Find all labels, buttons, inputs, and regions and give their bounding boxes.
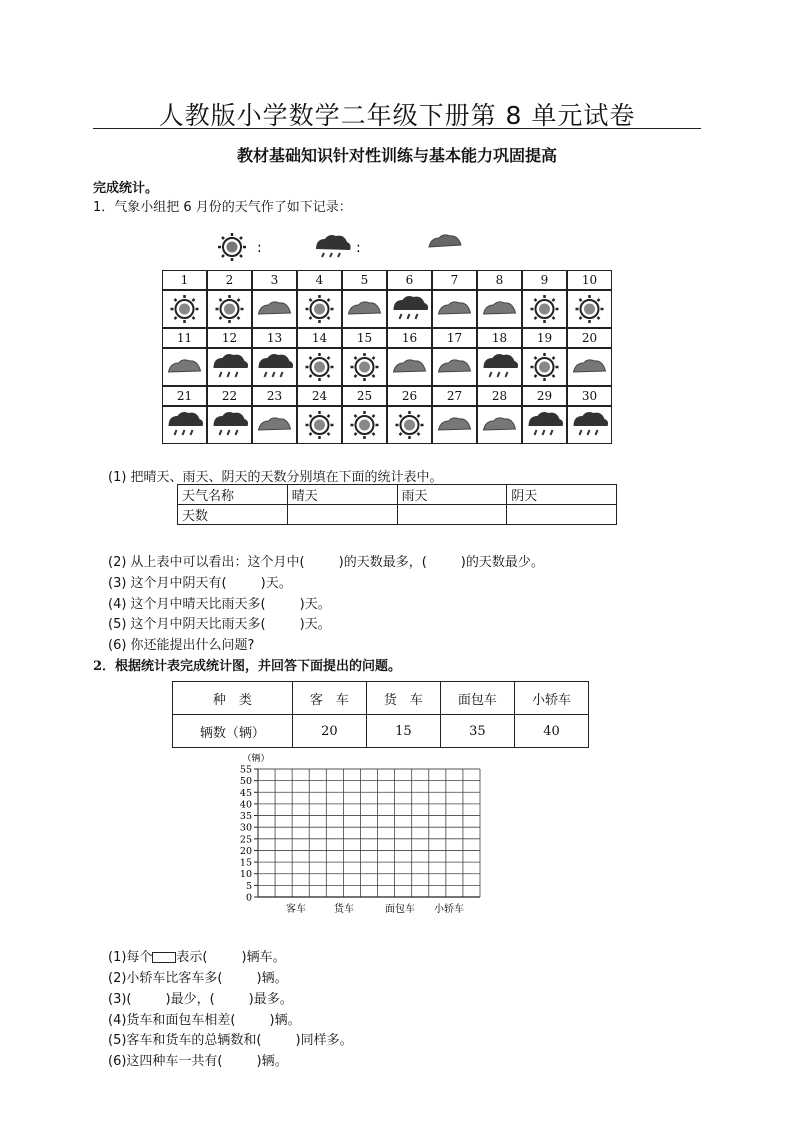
cloudy-icon bbox=[429, 235, 461, 247]
calendar-weather-cell bbox=[342, 290, 387, 328]
calendar-day-number: 25 bbox=[356, 389, 373, 403]
calendar-weather-cell bbox=[477, 348, 522, 386]
rain-icon bbox=[523, 407, 566, 443]
calendar-day-cell bbox=[567, 328, 612, 348]
sunny-icon bbox=[388, 407, 431, 443]
x-category-label: 货车 bbox=[334, 904, 354, 915]
table-cell: 35 bbox=[440, 715, 514, 748]
calendar-weather-cell bbox=[387, 406, 432, 444]
calendar-day-number: 4 bbox=[315, 273, 324, 287]
calendar-weather-cell bbox=[342, 406, 387, 444]
table-cell: 20 bbox=[292, 715, 366, 748]
sunny-icon bbox=[298, 407, 341, 443]
text: (3)( bbox=[108, 992, 132, 1007]
text: )最少，( bbox=[165, 992, 215, 1007]
calendar-day-cell bbox=[252, 270, 297, 290]
text: (5)客车和货车的总辆数和( bbox=[108, 1033, 262, 1048]
calendar-day-cell bbox=[252, 328, 297, 348]
text: )天。 bbox=[299, 597, 331, 612]
grid-cell-icon bbox=[152, 952, 176, 963]
table-header-cell: 小轿车 bbox=[514, 682, 588, 715]
y-tick-label: 30 bbox=[239, 822, 252, 834]
weather-count-table bbox=[177, 484, 617, 525]
calendar-weather-cell bbox=[567, 406, 612, 444]
table-header-cell: 晴天 bbox=[287, 485, 397, 505]
text: (2)小轿车比客车多( bbox=[108, 971, 223, 986]
calendar-day-number: 24 bbox=[311, 389, 328, 403]
calendar-weather-cell bbox=[252, 348, 297, 386]
calendar-day-number: 6 bbox=[405, 273, 414, 287]
calendar-weather-cell bbox=[297, 406, 342, 444]
calendar-day-cell bbox=[252, 386, 297, 406]
table-header-cell: 雨天 bbox=[397, 485, 507, 505]
calendar-day-number: 22 bbox=[221, 389, 238, 403]
calendar-day-cell bbox=[522, 328, 567, 348]
table-header-cell: 种 类 bbox=[173, 682, 293, 715]
calendar-day-cell bbox=[387, 270, 432, 290]
table-header-cell: 阴天 bbox=[507, 485, 617, 505]
calendar-weather-cell bbox=[522, 348, 567, 386]
text: (4)货车和面包车相差( bbox=[108, 1013, 236, 1028]
calendar-day-number: 18 bbox=[491, 331, 508, 345]
sunny-icon bbox=[568, 291, 611, 327]
calendar-day-cell bbox=[387, 386, 432, 406]
cloudy-icon bbox=[433, 407, 476, 443]
vehicle-bar-chart[interactable] bbox=[230, 750, 490, 920]
weather-calendar bbox=[162, 270, 612, 446]
calendar-weather-cell bbox=[567, 290, 612, 328]
calendar-day-number: 9 bbox=[540, 273, 549, 287]
calendar-day-cell bbox=[342, 386, 387, 406]
calendar-weather-cell bbox=[207, 348, 252, 386]
text: (2) 从上表中可以看出：这个月中( bbox=[108, 555, 305, 570]
section-heading: 完成统计。 bbox=[93, 181, 159, 196]
y-tick-label: 45 bbox=[239, 787, 252, 799]
calendar-weather-cell bbox=[162, 348, 207, 386]
x-category-label: 面包车 bbox=[385, 904, 415, 915]
y-tick-label: 0 bbox=[245, 892, 252, 904]
y-tick-label: 15 bbox=[239, 857, 252, 869]
legend-colon: : bbox=[356, 240, 361, 256]
sunny-icon bbox=[523, 291, 566, 327]
calendar-weather-cell bbox=[207, 406, 252, 444]
calendar-weather-cell bbox=[297, 348, 342, 386]
text: )天。 bbox=[299, 617, 331, 632]
cloudy-icon bbox=[433, 349, 476, 385]
calendar-day-cell bbox=[297, 386, 342, 406]
cloudy-icon bbox=[388, 349, 431, 385]
calendar-day-number: 30 bbox=[581, 389, 598, 403]
calendar-day-cell bbox=[522, 270, 567, 290]
calendar-day-cell bbox=[162, 386, 207, 406]
text: (5) 这个月中阴天比雨天多( bbox=[108, 617, 266, 632]
calendar-day-cell bbox=[432, 270, 477, 290]
y-tick-label: 5 bbox=[245, 880, 252, 892]
calendar-day-number: 29 bbox=[536, 389, 553, 403]
calendar-weather-cell bbox=[432, 290, 477, 328]
calendar-weather-cell bbox=[162, 290, 207, 328]
sunny-icon bbox=[343, 407, 386, 443]
text: )辆车。 bbox=[241, 950, 286, 965]
calendar-weather-cell bbox=[477, 290, 522, 328]
calendar-weather-cell bbox=[297, 290, 342, 328]
cloudy-icon bbox=[433, 291, 476, 327]
legend-colon: : bbox=[257, 240, 262, 256]
rain-icon bbox=[163, 407, 206, 443]
calendar-weather-cell bbox=[522, 406, 567, 444]
calendar-weather-cell bbox=[342, 348, 387, 386]
vehicle-table bbox=[172, 681, 589, 748]
calendar-day-cell bbox=[567, 386, 612, 406]
calendar-day-cell bbox=[432, 328, 477, 348]
rain-icon bbox=[253, 349, 296, 385]
calendar-day-cell bbox=[207, 386, 252, 406]
q1-sub3 bbox=[108, 572, 292, 591]
calendar-day-number: 3 bbox=[270, 273, 279, 287]
table-cell: 40 bbox=[514, 715, 588, 748]
calendar-day-cell bbox=[567, 270, 612, 290]
table-cell: 15 bbox=[366, 715, 440, 748]
cloudy-icon bbox=[343, 291, 386, 327]
q1-sub4 bbox=[108, 593, 331, 612]
calendar-weather-cell bbox=[162, 406, 207, 444]
calendar-day-number: 1 bbox=[180, 273, 189, 287]
calendar-day-cell bbox=[477, 270, 522, 290]
q1-sub6: (6) 你还能提出什么问题? bbox=[108, 638, 255, 653]
calendar-day-cell bbox=[342, 328, 387, 348]
calendar-day-number: 23 bbox=[266, 389, 283, 403]
calendar-day-number: 15 bbox=[356, 331, 373, 345]
text: )辆。 bbox=[256, 971, 288, 986]
calendar-day-number: 16 bbox=[401, 331, 418, 345]
calendar-weather-cell bbox=[522, 290, 567, 328]
calendar-weather-cell bbox=[567, 348, 612, 386]
q2-s1 bbox=[108, 946, 286, 965]
answer-cell-rainy[interactable] bbox=[397, 505, 507, 525]
text: )辆。 bbox=[256, 1054, 288, 1069]
calendar-day-number: 27 bbox=[446, 389, 463, 403]
text: (3) 这个月中阴天有( bbox=[108, 576, 227, 591]
rain-icon bbox=[478, 349, 521, 385]
calendar-day-number: 20 bbox=[581, 331, 598, 345]
x-category-label: 客车 bbox=[286, 904, 306, 915]
calendar-day-cell bbox=[342, 270, 387, 290]
calendar-day-number: 26 bbox=[401, 389, 418, 403]
sunny-icon bbox=[523, 349, 566, 385]
y-tick-label: 35 bbox=[239, 811, 252, 823]
answer-cell-sunny[interactable] bbox=[287, 505, 397, 525]
q2-s6 bbox=[108, 1050, 288, 1069]
y-tick-label: 10 bbox=[239, 869, 252, 881]
calendar-day-number: 11 bbox=[176, 331, 193, 345]
page-subtitle: 教材基础知识针对性训练与基本能力巩固提高 bbox=[236, 146, 557, 165]
calendar-day-number: 14 bbox=[311, 331, 328, 345]
table-header-cell: 天气名称 bbox=[178, 485, 288, 505]
table-header-cell: 客 车 bbox=[292, 682, 366, 715]
rain-icon bbox=[388, 291, 431, 327]
cloudy-icon bbox=[478, 291, 521, 327]
weather-legend bbox=[205, 230, 505, 264]
calendar-day-cell bbox=[207, 328, 252, 348]
rain-icon bbox=[568, 407, 611, 443]
text: 表示( bbox=[176, 950, 208, 965]
calendar-day-cell bbox=[162, 328, 207, 348]
calendar-day-number: 21 bbox=[176, 389, 193, 403]
calendar-day-number: 17 bbox=[446, 331, 463, 345]
calendar-day-cell bbox=[432, 386, 477, 406]
calendar-weather-cell bbox=[252, 290, 297, 328]
page-title: 人教版小学数学二年级下册第 8 单元试卷 bbox=[158, 101, 636, 130]
text: )辆。 bbox=[269, 1013, 301, 1028]
q1-sub5 bbox=[108, 613, 331, 632]
calendar-weather-cell bbox=[432, 348, 477, 386]
table-header-cell: 货 车 bbox=[366, 682, 440, 715]
q2-prompt: 2．根据统计表完成统计图，并回答下面提出的问题。 bbox=[93, 659, 402, 674]
text: )的天数最多，( bbox=[338, 555, 427, 570]
text: (6)这四种车一共有( bbox=[108, 1054, 223, 1069]
title-rule bbox=[93, 128, 701, 129]
q1-sub1: (1) 把晴天、雨天、阴天的天数分别填在下面的统计表中。 bbox=[108, 470, 443, 485]
table-row-label: 辆数（辆） bbox=[173, 715, 293, 748]
text: )最多。 bbox=[248, 992, 293, 1007]
calendar-day-cell bbox=[477, 328, 522, 348]
calendar-day-number: 7 bbox=[450, 273, 459, 287]
calendar-day-cell bbox=[387, 328, 432, 348]
calendar-day-cell bbox=[207, 270, 252, 290]
answer-cell-cloudy[interactable] bbox=[507, 505, 617, 525]
rain-icon bbox=[316, 235, 351, 257]
calendar-day-number: 10 bbox=[581, 273, 598, 287]
calendar-weather-cell bbox=[252, 406, 297, 444]
table-row-label: 天数 bbox=[178, 505, 288, 525]
calendar-weather-cell bbox=[477, 406, 522, 444]
sunny-icon bbox=[298, 291, 341, 327]
sunny-icon bbox=[343, 349, 386, 385]
q1-prompt: 1．气象小组把 6 月份的天气作了如下记录： bbox=[93, 200, 352, 215]
table-header-cell: 面包车 bbox=[440, 682, 514, 715]
y-tick-label: 20 bbox=[239, 845, 252, 857]
q2-s4 bbox=[108, 1009, 301, 1028]
calendar-day-cell bbox=[297, 270, 342, 290]
calendar-day-cell bbox=[162, 270, 207, 290]
rain-icon bbox=[208, 407, 251, 443]
calendar-day-cell bbox=[297, 328, 342, 348]
text: )的天数最少。 bbox=[460, 555, 544, 570]
cloudy-icon bbox=[253, 407, 296, 443]
calendar-weather-cell bbox=[432, 406, 477, 444]
y-tick-label: 50 bbox=[239, 776, 252, 788]
q1-sub2 bbox=[108, 551, 544, 570]
rain-icon bbox=[208, 349, 251, 385]
cloudy-icon bbox=[478, 407, 521, 443]
calendar-day-number: 12 bbox=[221, 331, 238, 345]
calendar-weather-cell bbox=[387, 348, 432, 386]
q2-s5 bbox=[108, 1029, 353, 1048]
x-category-label: 小轿车 bbox=[434, 904, 464, 915]
cloudy-icon bbox=[568, 349, 611, 385]
calendar-weather-cell bbox=[387, 290, 432, 328]
sunny-icon bbox=[163, 291, 206, 327]
calendar-day-number: 28 bbox=[491, 389, 508, 403]
sunny-icon bbox=[218, 233, 246, 261]
cloudy-icon bbox=[253, 291, 296, 327]
text: (1)每个 bbox=[108, 950, 153, 965]
calendar-day-cell bbox=[477, 386, 522, 406]
text: )同样多。 bbox=[295, 1033, 353, 1048]
calendar-day-number: 13 bbox=[266, 331, 283, 345]
text: (4) 这个月中晴天比雨天多( bbox=[108, 597, 266, 612]
y-axis-label: （辆） bbox=[242, 754, 270, 764]
y-tick-label: 40 bbox=[239, 799, 252, 811]
calendar-weather-cell bbox=[207, 290, 252, 328]
sunny-icon bbox=[298, 349, 341, 385]
text: )天。 bbox=[260, 576, 292, 591]
calendar-day-number: 19 bbox=[536, 331, 553, 345]
calendar-day-number: 5 bbox=[360, 273, 369, 287]
calendar-day-number: 8 bbox=[495, 273, 504, 287]
q2-s3 bbox=[108, 988, 293, 1007]
cloudy-icon bbox=[163, 349, 206, 385]
sunny-icon bbox=[208, 291, 251, 327]
y-tick-label: 55 bbox=[239, 764, 252, 776]
y-tick-label: 25 bbox=[239, 834, 252, 846]
calendar-day-number: 2 bbox=[225, 273, 234, 287]
calendar-day-cell bbox=[522, 386, 567, 406]
q2-s2 bbox=[108, 967, 288, 986]
